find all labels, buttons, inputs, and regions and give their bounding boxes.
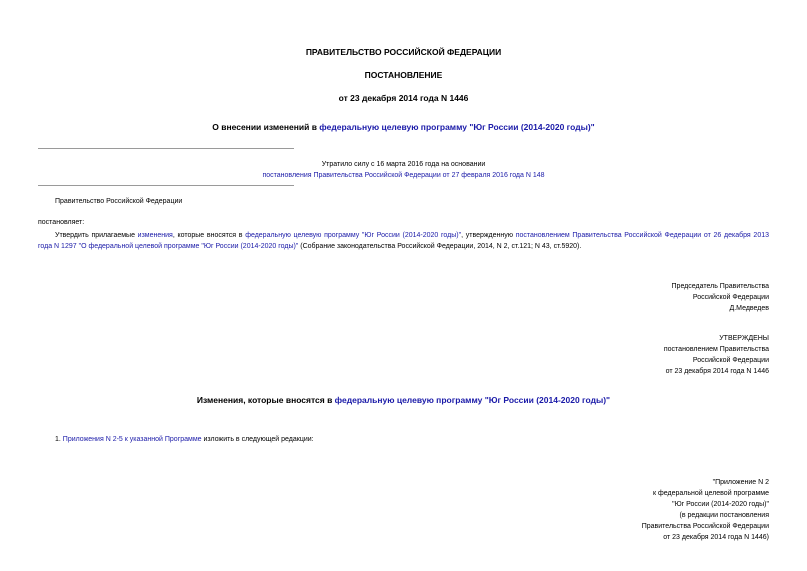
decrees-line: постановляет: bbox=[38, 219, 85, 226]
signature-line1: Председатель Правительства bbox=[671, 283, 769, 290]
appendix-line5: Правительства Российской Федерации bbox=[641, 523, 769, 530]
p1-text-b: , которые вносятся в bbox=[172, 232, 246, 239]
changes-link[interactable]: изменения bbox=[137, 232, 173, 239]
signature-block bbox=[672, 281, 769, 314]
approved-line4: от 23 декабря 2014 года N 1446 bbox=[665, 368, 769, 375]
appendix-line1: "Приложение N 2 bbox=[712, 479, 769, 486]
item-1 bbox=[55, 436, 314, 443]
approved-line2: постановлением Правительства bbox=[663, 346, 769, 353]
program-link[interactable]: федеральную целевую программу "Юг России (2014-2020 годы)" bbox=[245, 232, 462, 239]
bottom-divider bbox=[38, 185, 294, 186]
approved-line1: УТВЕРЖДЕНЫ bbox=[719, 335, 769, 342]
signature-name: Д.Медведев bbox=[729, 305, 769, 312]
document-title bbox=[0, 122, 807, 132]
appendix-line6: от 23 декабря 2014 года N 1446) bbox=[663, 534, 769, 541]
changes-title-prefix: Изменения, которые вносятся в bbox=[196, 395, 335, 405]
appendix-line3: "Юг России (2014-2020 годы)" bbox=[672, 501, 769, 508]
status-note-line1: Утратило силу с 16 марта 2016 года на основании bbox=[321, 161, 486, 168]
p1-text-d: (Собрание законодательства Российской Федерации, 2014, N 2, ст.121; N 43, ст.5920). bbox=[298, 243, 582, 250]
item-1-text: изложить в следующей редакции: bbox=[201, 436, 314, 443]
item-1-number: 1. bbox=[55, 436, 63, 443]
appendix-line4: (в редакции постановления bbox=[679, 512, 769, 519]
signature-line2: Российской Федерации bbox=[692, 294, 769, 301]
document-type: ПОСТАНОВЛЕНИЕ bbox=[364, 70, 443, 80]
changes-title bbox=[0, 395, 807, 405]
appendix-block bbox=[642, 477, 769, 543]
resolution-1297-link[interactable]: постановлением Правительства Российской Федерации от 26 декабря 2013 года N 1297 "О федеральной целевой программе "Юг России (2014-2020 годы)" bbox=[38, 232, 769, 250]
government-heading: ПРАВИТЕЛЬСТВО РОССИЙСКОЙ ФЕДЕРАЦИИ bbox=[305, 47, 502, 57]
resolution-paragraph bbox=[38, 230, 769, 252]
status-note bbox=[0, 159, 807, 181]
p1-text-c: , утвержденную bbox=[461, 232, 516, 239]
changes-title-link[interactable]: федеральную целевую программу "Юг России (2014-2020 годы)" bbox=[334, 395, 611, 405]
government-line: Правительство Российской Федерации bbox=[55, 198, 183, 205]
status-note-link[interactable]: постановления Правительства Российской Федерации от 27 февраля 2016 года N 148 bbox=[262, 172, 545, 179]
title-prefix: О внесении изменений в bbox=[212, 122, 320, 132]
document-date-number: от 23 декабря 2014 года N 1446 bbox=[338, 93, 469, 103]
title-program-link[interactable]: федеральную целевую программу "Юг России (2014-2020 годы)" bbox=[319, 122, 595, 132]
p1-text: Утвердить прилагаемые bbox=[55, 232, 138, 239]
approved-block bbox=[664, 333, 769, 377]
approved-line3: Российской Федерации bbox=[692, 357, 769, 364]
top-divider bbox=[38, 148, 294, 149]
appendix-line2: к федеральной целевой программе bbox=[652, 490, 769, 497]
appendices-link[interactable]: Приложения N 2-5 к указанной Программе bbox=[62, 436, 202, 443]
